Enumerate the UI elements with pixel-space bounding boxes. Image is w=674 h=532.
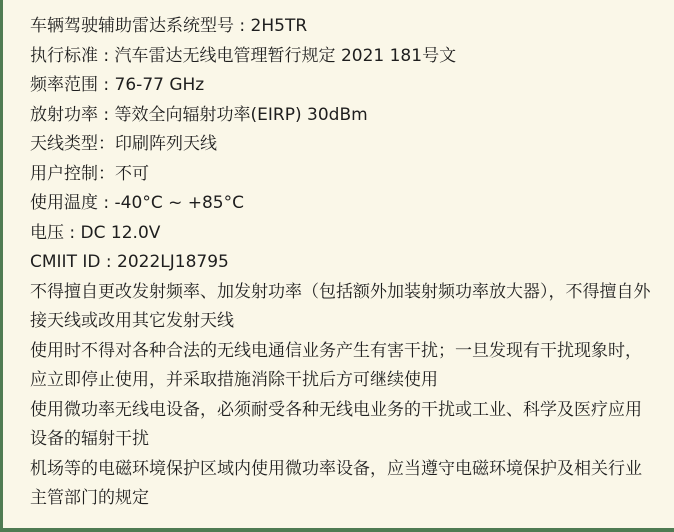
spec-value-radiated-power: 等效全向辐射功率(EIRP) 30dBm: [114, 104, 368, 125]
spec-label-user-control: 用户控制: [30, 163, 98, 184]
spec-value-frequency-range: 76-77 GHz: [114, 75, 205, 95]
spec-row-cmiit-id: [30, 248, 652, 278]
spec-row-radiated-power: [30, 101, 652, 131]
spec-row-frequency-range: [30, 71, 652, 101]
spec-label-model: 车辆驾驶辅助雷达系统型号: [30, 16, 234, 36]
spec-separator: ：: [98, 163, 115, 184]
spec-section: [30, 12, 652, 278]
spec-label-standard: 执行标准: [30, 45, 98, 66]
notes-section: [30, 278, 652, 514]
spec-label-antenna-type: 天线类型: [30, 134, 98, 154]
spec-value-model: 2H5TR: [250, 16, 308, 36]
spec-row-model: [30, 12, 652, 42]
spec-label-cmiit-id: CMIIT ID: [30, 252, 101, 272]
spec-value-voltage: DC 12.0V: [80, 222, 161, 243]
spec-row-operating-temperature: [30, 189, 652, 219]
spec-separator: :: [98, 104, 115, 125]
spec-label-voltage: 电压: [30, 222, 64, 243]
spec-row-user-control: [30, 160, 652, 190]
spec-row-standard: [30, 42, 652, 72]
spec-value-cmiit-id: 2022LJ18795: [117, 252, 229, 272]
spec-row-voltage: [30, 219, 652, 249]
spec-value-user-control: 不可: [115, 163, 149, 184]
note-airport-protection-zone: 机场等的电磁环境保护区域内使用微功率设备，应当遵守电磁环境保护及相关行业主管部门的规定: [30, 458, 642, 508]
note-no-modification: 不得擅自更改发射频率、加发射功率（包括额外加装射频功率放大器），不得擅自外接天线或改用其它发射天线: [30, 281, 651, 331]
note-tolerate-interference: 使用微功率无线电设备，必须耐受各种无线电业务的干扰或工业、科学及医疗应用设备的辐射干扰: [30, 399, 642, 449]
spec-label-frequency-range: 频率范围: [30, 75, 98, 95]
spec-separator: :: [100, 252, 118, 272]
spec-separator: :: [98, 193, 115, 213]
spec-separator: :: [64, 222, 81, 243]
note-harmful-interference: 使用时不得对各种合法的无线电通信业务产生有害干扰；一旦发现有干扰现象时，应立即停止使用，并采取措施消除干扰后方可继续使用: [30, 340, 642, 390]
spec-separator: :: [98, 45, 115, 66]
spec-label-radiated-power: 放射功率: [30, 104, 98, 125]
spec-value-operating-temperature: -40°C ~ +85°C: [114, 193, 244, 213]
spec-row-antenna-type: [30, 130, 652, 160]
spec-separator: :: [234, 16, 251, 36]
spec-label-operating-temperature: 使用温度: [30, 193, 98, 213]
spec-separator: :: [98, 75, 115, 95]
spec-value-standard: 汽车雷达无线电管理暂行规定 2021 181号文: [114, 45, 457, 66]
spec-separator: ：: [98, 134, 115, 154]
spec-value-antenna-type: 印刷阵列天线: [115, 134, 217, 154]
